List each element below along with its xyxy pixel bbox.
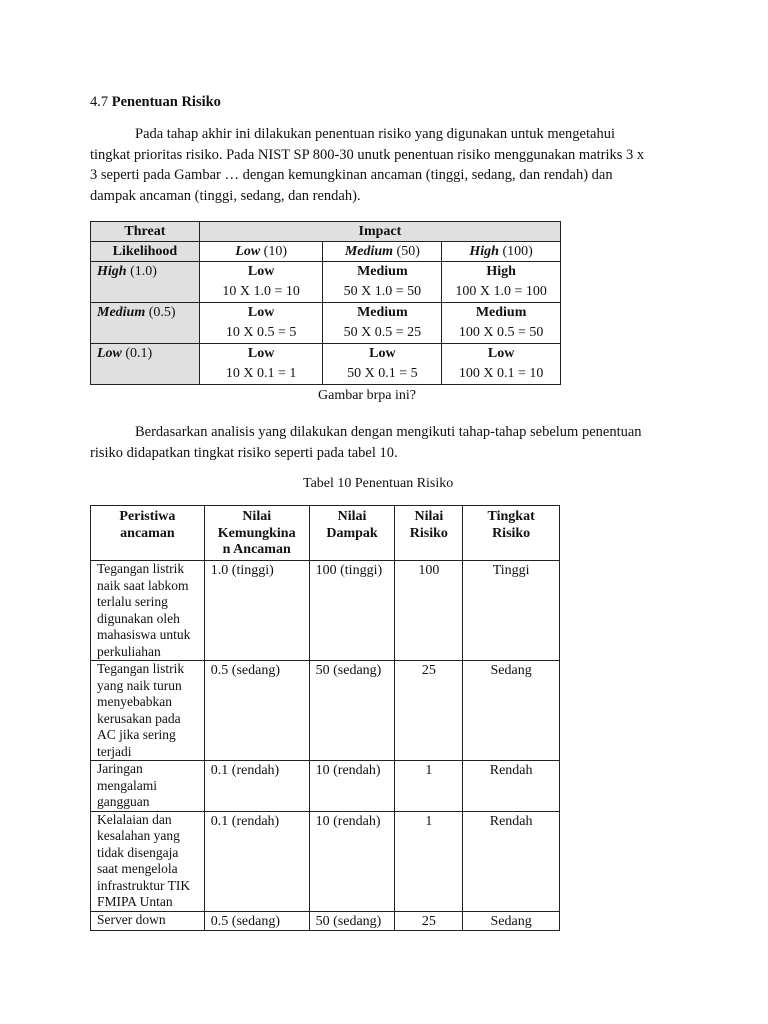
para2-line-1: Berdasarkan analisis yang dilakukan dengan mengikuti tahap-tahap sebelum penentuan: [135, 424, 642, 440]
risk-level-cell: Sedang: [463, 661, 560, 761]
table-row: [91, 561, 560, 661]
risk-value-cell: 25: [395, 661, 463, 761]
para2-line-2: risiko didapatkan tingkat risiko seperti pada tabel 10.: [90, 444, 398, 461]
table-row: [91, 811, 560, 911]
para1-line-3: 3 seperti pada Gambar … dengan kemungkinan ancaman (tinggi, sedang, dan rendah) dan: [90, 167, 613, 183]
intro-paragraph: [90, 124, 670, 206]
risk-value-cell: 1: [395, 761, 463, 812]
likelihood-cell: 0.5 (sedang): [204, 661, 309, 761]
risk-level-cell: Rendah: [463, 811, 560, 911]
section-number: 4.7: [90, 94, 109, 110]
impact-cell: 10 (rendah): [309, 811, 395, 911]
likelihood-cell: 0.1 (rendah): [204, 761, 309, 812]
likelihood-cell: 1.0 (tinggi): [204, 561, 309, 661]
likelihood-row-high: High (1.0): [91, 262, 200, 303]
event-cell: Kelalaian dan kesalahan yang tidak disengaja saat mengelola infrastruktur TIK FMIPA Untan: [91, 811, 205, 911]
matrix-cell: Low 10 X 0.1 = 1: [199, 344, 323, 385]
table-row: [91, 661, 560, 761]
section-title: Penentuan Risiko: [111, 94, 221, 110]
risk-value-cell: 100: [395, 561, 463, 661]
impact-cell: 10 (rendah): [309, 761, 395, 812]
event-cell: Jaringan mengalami gangguan: [91, 761, 205, 812]
para1-line-4: dampak ancaman (tinggi, sedang, dan rendah).: [90, 187, 361, 204]
impact-col-high: High (100): [442, 242, 561, 262]
matrix-cell: Low 50 X 0.1 = 5: [323, 344, 442, 385]
event-cell: Server down: [91, 911, 205, 931]
matrix-cell: Low 10 X 1.0 = 10: [199, 262, 323, 303]
risk-value-cell: 1: [395, 811, 463, 911]
threat-header: Threat: [91, 222, 200, 242]
likelihood-cell: 0.1 (rendah): [204, 811, 309, 911]
impact-header: Impact: [199, 222, 560, 242]
event-cell: Tegangan listrik naik saat labkom terlalu sering digunakan oleh mahasiswa untuk perkuliahan: [91, 561, 205, 661]
matrix-cell: Low 100 X 0.1 = 10: [442, 344, 561, 385]
matrix-cell: Low 10 X 0.5 = 5: [199, 303, 323, 344]
impact-cell: 100 (tinggi): [309, 561, 395, 661]
impact-cell: 50 (sedang): [309, 661, 395, 761]
header-likelihood: Nilai Kemungkina n Ancaman: [204, 506, 309, 561]
table-caption: Tabel 10 Penentuan Risiko: [303, 476, 454, 491]
table-row: [91, 761, 560, 812]
risk-level-cell: Tinggi: [463, 561, 560, 661]
header-event: Peristiwa ancaman: [91, 506, 205, 561]
risk-level-cell: Sedang: [463, 911, 560, 931]
header-impact: Nilai Dampak: [309, 506, 395, 561]
matrix-cell: Medium 50 X 1.0 = 50: [323, 262, 442, 303]
likelihood-header: Likelihood: [91, 242, 200, 262]
impact-col-medium: Medium (50): [323, 242, 442, 262]
impact-cell: 50 (sedang): [309, 911, 395, 931]
header-risk-value: Nilai Risiko: [395, 506, 463, 561]
matrix-cell: High 100 X 1.0 = 100: [442, 262, 561, 303]
risk-matrix-table: [90, 221, 561, 385]
para1-line-1: Pada tahap akhir ini dilakukan penentuan risiko yang digunakan untuk mengetahui: [135, 126, 615, 142]
risk-value-cell: 25: [395, 911, 463, 931]
section-heading: [90, 94, 221, 111]
risk-level-cell: Rendah: [463, 761, 560, 812]
analysis-paragraph: [90, 422, 670, 463]
likelihood-row-low: Low (0.1): [91, 344, 200, 385]
matrix-cell: Medium 50 X 0.5 = 25: [323, 303, 442, 344]
para1-line-2: tingkat prioritas risiko. Pada NIST SP 800-30 unutk penentuan risiko menggunakan matriks 3 x: [90, 146, 645, 163]
table-row: [91, 911, 560, 931]
figure-caption: Gambar brpa ini?: [318, 388, 416, 403]
impact-col-low: Low (10): [199, 242, 323, 262]
likelihood-row-medium: Medium (0.5): [91, 303, 200, 344]
event-cell: Tegangan listrik yang naik turun menyebabkan kerusakan pada AC jika sering terjadi: [91, 661, 205, 761]
risk-determination-table: [90, 505, 560, 931]
matrix-cell: Medium 100 X 0.5 = 50: [442, 303, 561, 344]
likelihood-cell: 0.5 (sedang): [204, 911, 309, 931]
header-risk-level: Tingkat Risiko: [463, 506, 560, 561]
